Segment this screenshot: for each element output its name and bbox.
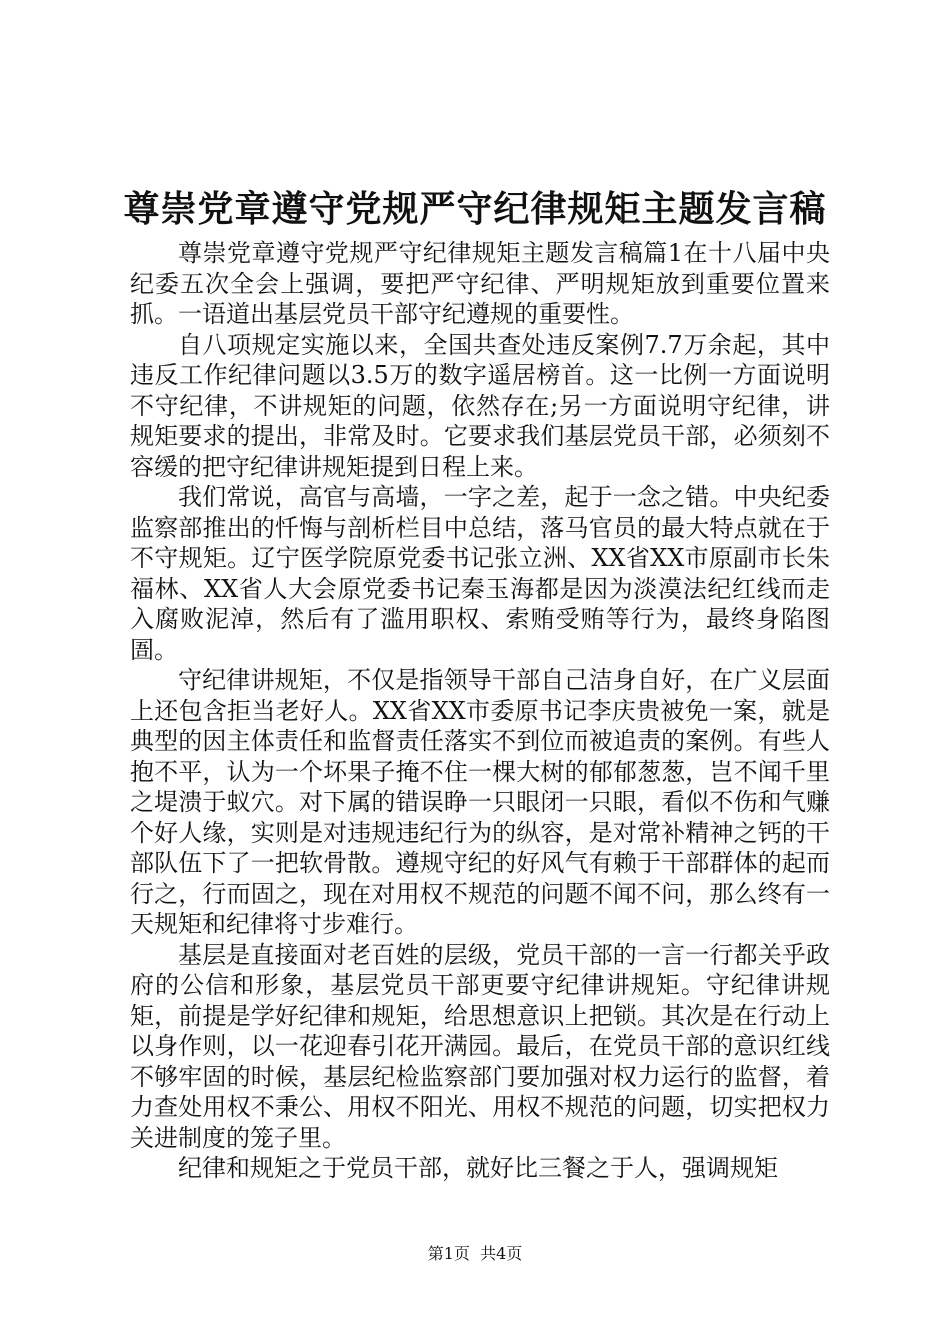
paragraph: 纪律和规矩之于党员干部，就好比三餐之于人，强调规矩 <box>178 1154 778 1182</box>
paragraph: 守纪律讲规矩，不仅是指领导干部自己洁身自好，在广义层面上还包含拒当老好人。XX省XX市委原书记李庆贵被免一案，就是典型的因主体责任和监督责任落实不到位而被追责的案例。有些人抱不平，认为一个坏果子掩不住一棵大树的郁郁葱葱，岂不闻千里之堤溃于蚁穴。对下属的错误睁一只眼闭一只眼，看似不伤和气赚个好人缘，实则是对违规违纪行为的纵容，是对常补精神之钙的干部队伍下了一把软骨散。遵规守纪的好风气有赖于干部群体的起而行之，行而固之，现在对用权不规范的问题不闻不问，那么终有一天规矩和纪律将寸步难行。 <box>130 666 830 938</box>
paragraph: 我们常说，高官与高墙，一字之差，起于一念之错。中央纪委监察部推出的忏悔与剖析栏目中总结，落马官员的最大特点就在于不守规矩。辽宁医学院原党委书记张立洲、XX省XX市原副市长朱福林、XX省人大会原党委书记秦玉海都是因为淡漠法纪红线而走入腐败泥淖，然后有了滥用职权、索贿受贿等行为，最终身陷图圄。 <box>130 483 830 664</box>
paragraph: 基层是直接面对老百姓的层级，党员干部的一言一行都关乎政府的公信和形象，基层党员干部更要守纪律讲规矩。守纪律讲规矩，前提是学好纪律和规矩，给思想意识上把锁。其次是在行动上以身作则，以一花迎春引花开满园。最后，在党员干部的意识红线不够牢固的时候，基层纪检监察部门要加强对权力运行的监督，着力查处用权不秉公、用权不阳光、用权不规范的问题，切实把权力关进制度的笼子里。 <box>130 940 830 1152</box>
document-title: 尊崇党章遵守党规严守纪律规矩主题发言稿 <box>123 188 827 230</box>
paragraph: 自八项规定实施以来，全国共查处违反案例7.7万余起，其中违反工作纪律问题以3.5万的数字遥居榜首。这一比例一方面说明不守纪律，不讲规矩的问题，依然存在;另一方面说明守纪律，讲规矩要求的提出，非常及时。它要求我们基层党员干部，必须刻不容缓的把守纪律讲规矩提到日程上来。 <box>130 330 830 481</box>
paragraph: 尊崇党章遵守党规严守纪律规矩主题发言稿篇1在十八届中央纪委五次全会上强调，要把严守纪律、严明规矩放到重要位置来抓。一语道出基层党员干部守纪遵规的重要性。 <box>130 239 830 328</box>
page-footer <box>0 1243 950 1265</box>
document-body <box>130 238 830 1184</box>
page-number: 第1页 共4页 <box>427 1244 523 1263</box>
